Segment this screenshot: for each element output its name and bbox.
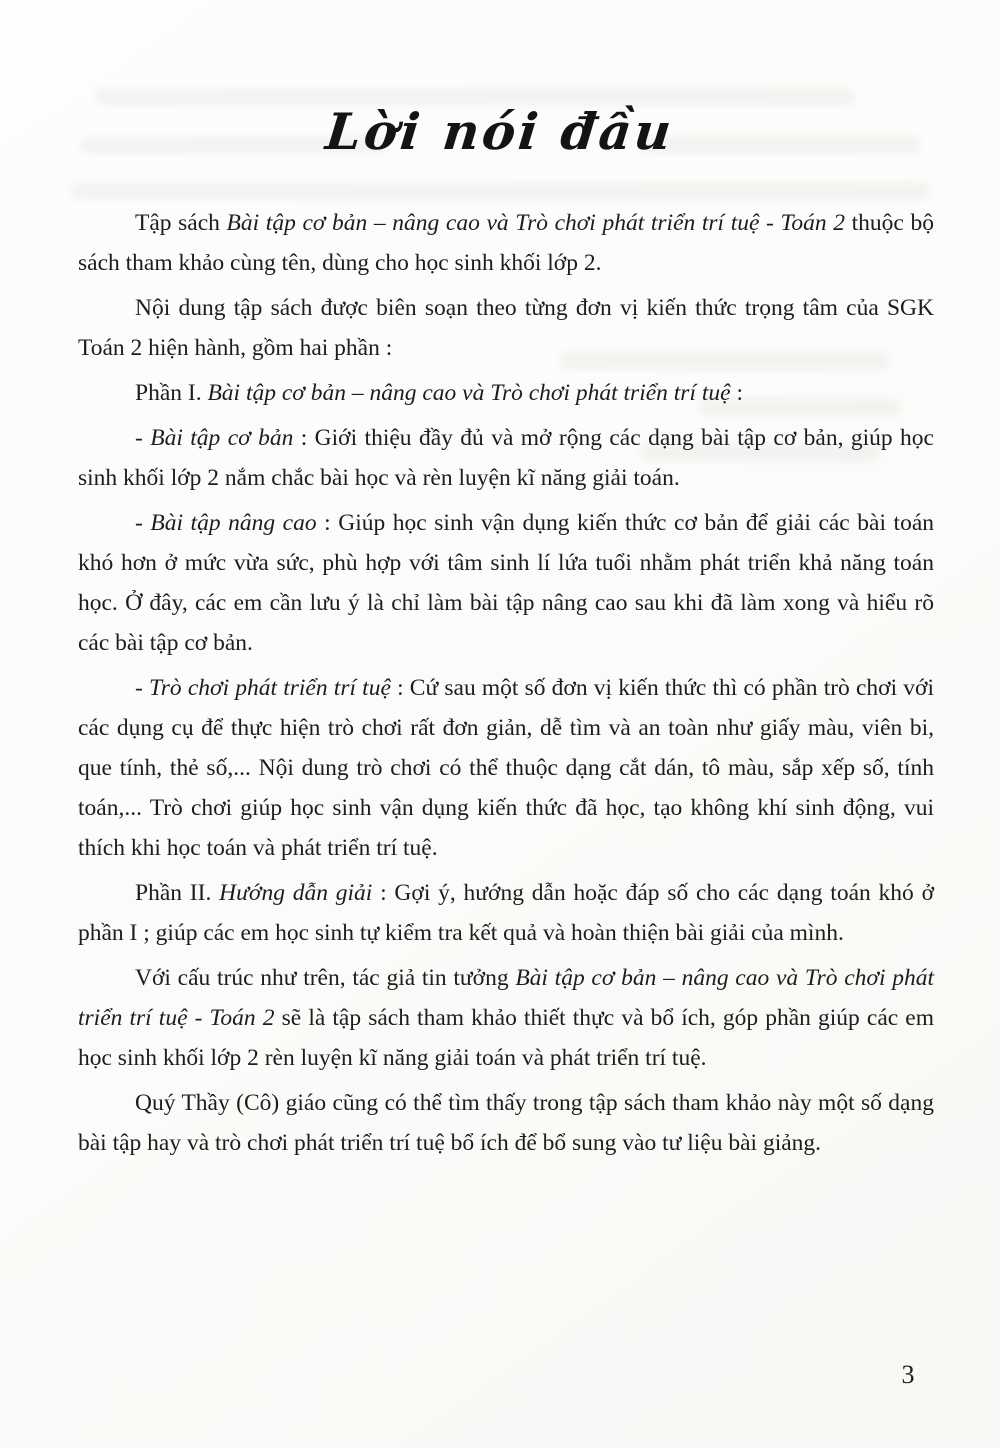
document-body [78,203,934,1168]
paragraph [78,288,934,368]
italic-text-segment: - Bài tập cơ bản [135,425,294,451]
page-number: 3 [901,1360,915,1389]
text-segment: : Cứ sau một số đơn vị kiến thức thì có phần trò chơi với các dụng cụ để thực hiện trò chơi rất đơn giản, dễ tìm và an toàn như giấy màu, viên bi, que tính, thẻ số,... Nội dung trò chơi có thể thuộc dạng cắt dán, tô màu, sắp xếp số, tính toán,... Trò chơi giúp học sinh vận dụng kiến thức đã học, tạo không khí sinh động, vui thích khi học toán và phát triển trí tuệ. [78,675,934,861]
paragraph [78,203,934,283]
italic-text-segment: - Trò chơi phát triển trí tuệ [135,675,391,701]
italic-text-segment: Bài tập cơ bản – nâng cao và Trò chơi phát triển trí tuệ - Toán 2 [226,210,846,236]
text-segment: : [730,380,743,406]
paragraph [78,418,934,498]
text-segment: Quý Thầy (Cô) giáo cũng có thể tìm thấy trong tập sách tham khảo này một số dạng bài tập hay và trò chơi phát triển trí tuệ bổ ích để bổ sung vào tư liệu bài giảng. [78,1090,934,1156]
text-segment: Với cấu trúc như trên, tác giả tin tưởng [135,965,516,991]
italic-text-segment: Bài tập cơ bản – nâng cao và Trò chơi phát triển trí tuệ - Toán 2 [78,965,934,1031]
text-segment: Phần II. [135,880,220,906]
page-title: Lời nói đầu [323,102,677,161]
text-segment: Tập sách [135,210,227,236]
paragraph [78,1083,934,1163]
paragraph [78,873,934,953]
text-segment: Nội dung tập sách được biên soạn theo từng đơn vị kiến thức trọng tâm của SGK Toán 2 hiện hành, gồm hai phần : [78,295,934,361]
text-segment: : Giúp học sinh vận dụng kiến thức cơ bản để giải các bài toán khó hơn ở mức vừa sức, phù hợp với tâm sinh lí lứa tuổi nhằm phát triển khả năng toán học. Ở đây, các em cần lưu ý là chỉ làm bài tập nâng cao sau khi đã làm xong và hiểu rõ các bài tập cơ bản. [78,510,935,656]
text-segment: : Gợi ý, hướng dẫn hoặc đáp số cho các dạng toán khó ở phần I ; giúp các em học sinh tự kiểm tra kết quả và hoàn thiện bài giải của mình. [78,880,935,946]
text-segment: sẽ là tập sách tham khảo thiết thực và bổ ích, góp phần giúp các em học sinh khối lớp 2 rèn luyện kĩ năng giải toán và phát triển trí tuệ. [78,1005,935,1071]
text-segment: thuộc bộ sách tham khảo cùng tên, dùng cho học sinh khối lớp 2. [78,210,934,276]
paragraph [78,958,934,1078]
paragraph [78,668,934,868]
italic-text-segment: Bài tập cơ bản – nâng cao và Trò chơi phát triển trí tuệ [207,380,731,406]
bleedthrough-line [70,182,930,200]
italic-text-segment: Hướng dẫn giải [219,880,373,906]
paragraph [78,503,934,663]
italic-text-segment: - Bài tập nâng cao [135,510,317,536]
text-segment: Phần I. [135,380,208,406]
paragraph [78,373,934,413]
text-segment: : Giới thiệu đầy đủ và mở rộng các dạng bài tập cơ bản, giúp học sinh khối lớp 2 nắm chắc bài học và rèn luyện kĩ năng giải toán. [78,425,934,491]
